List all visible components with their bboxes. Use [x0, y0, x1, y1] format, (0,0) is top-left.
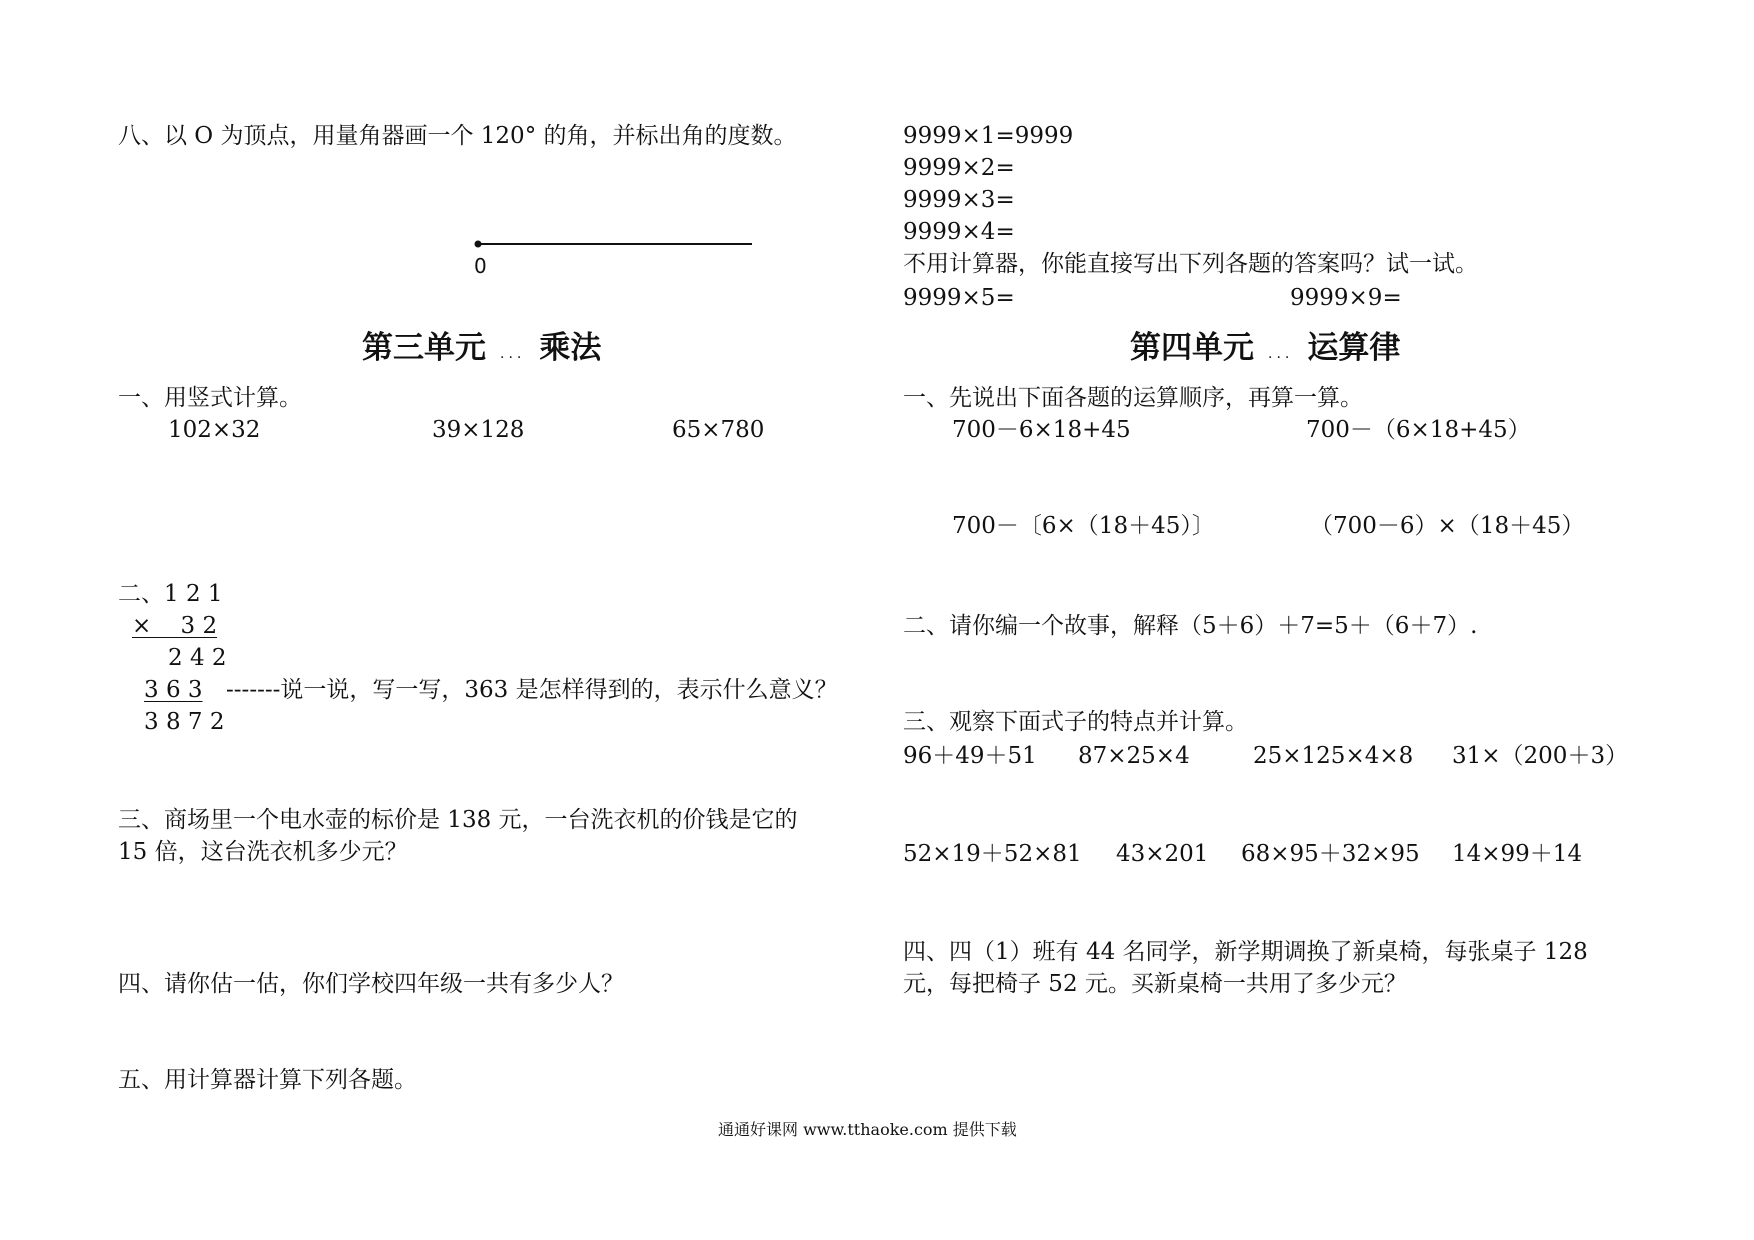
- unit-3-subject: 乘法: [539, 330, 602, 366]
- unit-3-q5: 五、用计算器计算下列各题。: [118, 1067, 417, 1093]
- unit-3-q2-note: -------说一说，写一写，363 是怎样得到的，表示什么意义？: [226, 677, 838, 703]
- unit-4-q4-line1: 四、四（1）班有 44 名同学，新学期调换了新桌椅，每张桌子 128: [903, 939, 1588, 965]
- unit-3-title: 第三单元: [362, 330, 486, 366]
- ray-vertex-label: 0: [474, 254, 487, 278]
- footer-text: 通通好课网 www.tthaoke.com 提供下载: [718, 1120, 1017, 1139]
- u4-q3-item: 87×25×4: [1078, 743, 1190, 769]
- calc-line: 9999×9=: [1290, 285, 1402, 311]
- unit-4-q4-line2: 元，每把椅子 52 元。买新桌椅一共用了多少元？: [903, 971, 1407, 997]
- vertical-calc-row: 2 4 2: [168, 645, 227, 671]
- u4-q1-item: 700－〔6×（18＋45）〕: [952, 513, 1215, 539]
- unit-4-q2: 二、请你编一个故事，解释（5＋6）＋7=5＋（6＋7）.: [903, 613, 1478, 639]
- unit-4-q3: 三、观察下面式子的特点并计算。: [903, 709, 1248, 735]
- unit-4-title: 第四单元: [1130, 330, 1254, 366]
- unit-3-q1: 一、用竖式计算。: [118, 385, 302, 411]
- unit-3-q4: 四、请你估一估，你们学校四年级一共有多少人？: [118, 971, 624, 997]
- unit-4-heading: [1130, 330, 1400, 372]
- u4-q3-item: 96＋49＋51: [903, 743, 1037, 769]
- calc-line: 9999×5=: [903, 285, 1015, 311]
- u4-q1-item: （700－6）×（18＋45）: [1310, 513, 1585, 539]
- unit-4-dots: ...: [1268, 346, 1294, 362]
- unit-4-q1: 一、先说出下面各题的运算顺序，再算一算。: [903, 385, 1363, 411]
- unit-3-dots: ...: [500, 346, 526, 362]
- unit-3-q2-label: 二、1 2 1: [118, 581, 223, 607]
- unit-3-q3-line2: 15 倍，这台洗衣机多少元？: [118, 839, 408, 865]
- u4-q3-item: 43×201: [1116, 841, 1209, 867]
- angle-ray: [470, 236, 760, 256]
- u4-q1-item: 700－6×18+45: [952, 417, 1131, 443]
- u3-q1-item: 65×780: [672, 417, 765, 443]
- vertical-calc-row: 3 6 3: [144, 677, 203, 703]
- calc-line: 9999×2=: [903, 155, 1015, 181]
- unit-3-heading: [362, 330, 601, 372]
- unit-4-subject: 运算律: [1307, 330, 1401, 366]
- calc-line: 9999×1=9999: [903, 123, 1074, 149]
- u4-q3-item: 25×125×4×8: [1253, 743, 1414, 769]
- u4-q3-item: 68×95＋32×95: [1241, 841, 1420, 867]
- u3-q1-item: 102×32: [168, 417, 261, 443]
- calc-line: 9999×4=: [903, 219, 1015, 245]
- vertical-calc-row: × 3 2: [132, 613, 218, 639]
- calc-line: 9999×3=: [903, 187, 1015, 213]
- question-8: 八、以 O 为顶点，用量角器画一个 120° 的角，并标出角的度数。: [118, 123, 797, 149]
- vertical-calc-result: 3 8 7 2: [144, 709, 225, 735]
- u3-q1-item: 39×128: [432, 417, 525, 443]
- u4-q3-item: 14×99＋14: [1452, 841, 1583, 867]
- u4-q1-item: 700－（6×18+45）: [1306, 417, 1531, 443]
- calc-prompt: 不用计算器，你能直接写出下列各题的答案吗？试一试。: [903, 251, 1478, 277]
- u4-q3-item: 52×19＋52×81: [903, 841, 1082, 867]
- u4-q3-item: 31×（200＋3）: [1452, 743, 1629, 769]
- unit-3-q3-line1: 三、商场里一个电水壶的标价是 138 元，一台洗衣机的价钱是它的: [118, 807, 798, 833]
